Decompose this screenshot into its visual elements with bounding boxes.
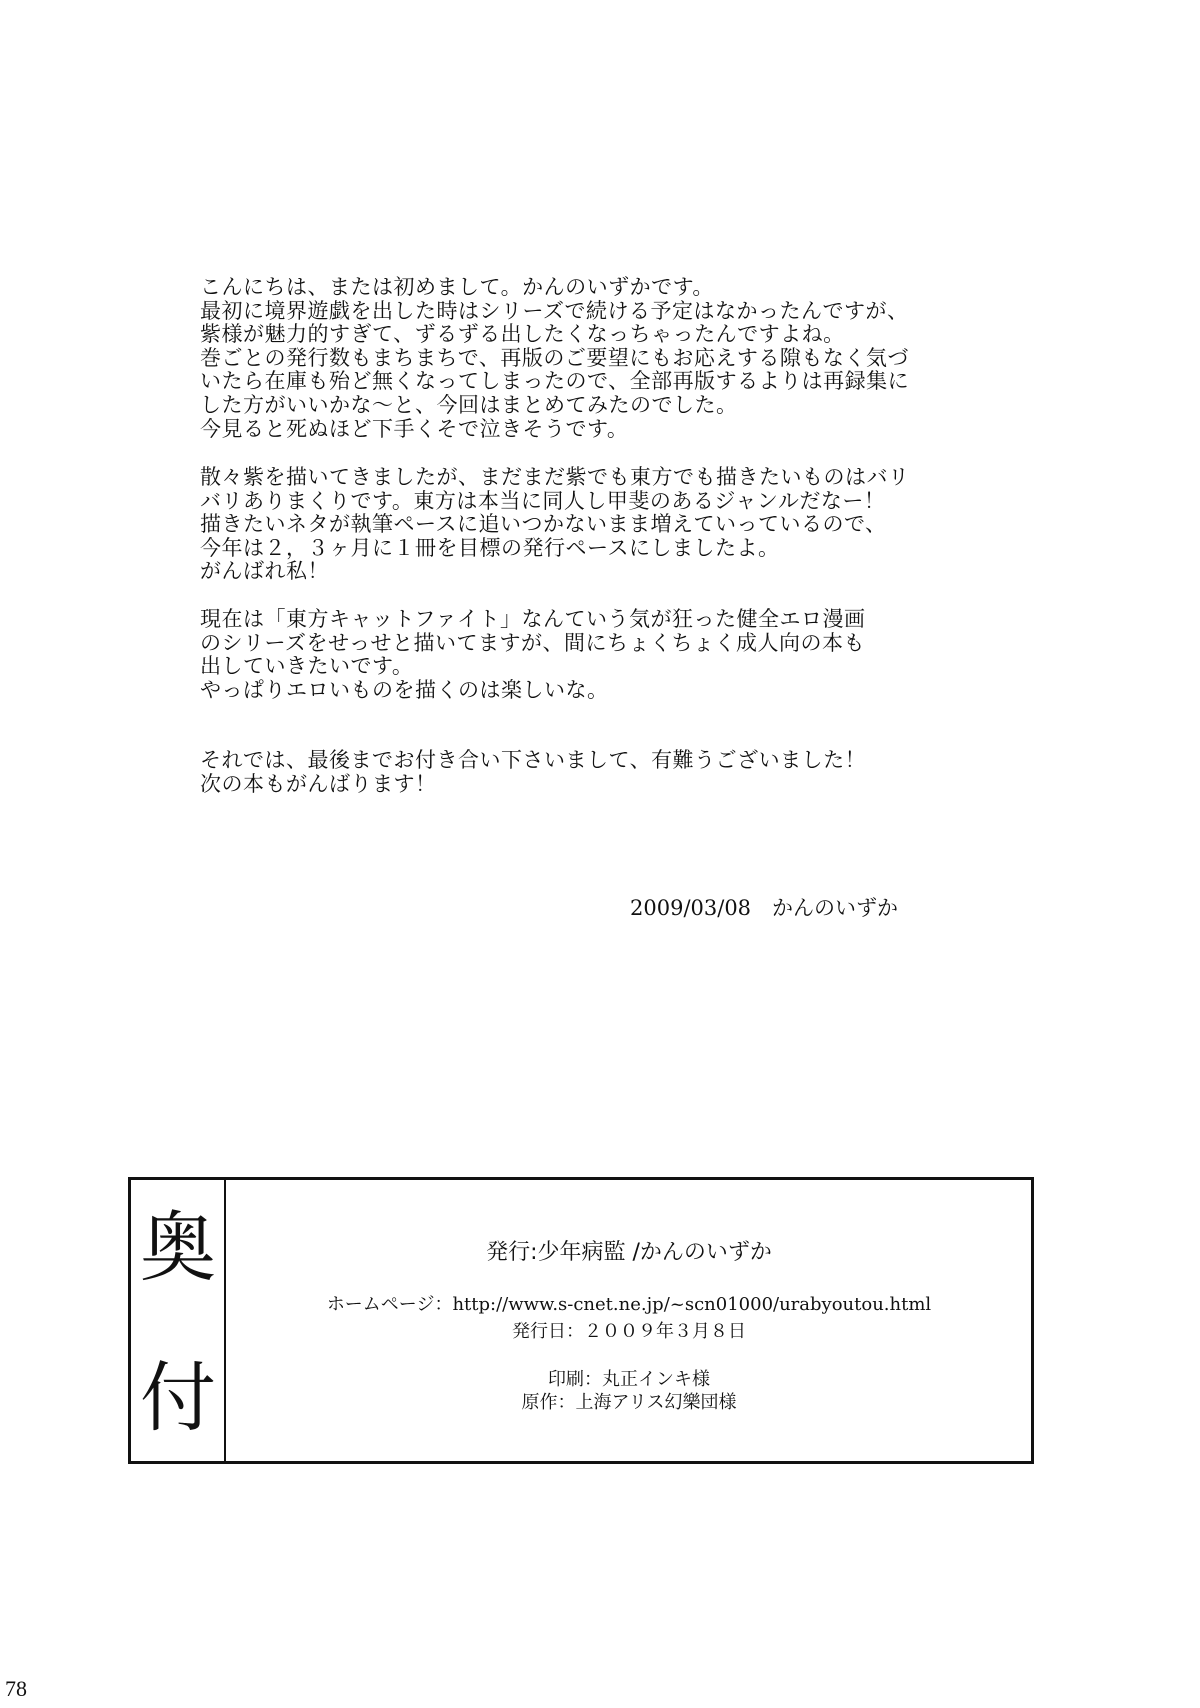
publish-date: 発行日：２００９年３月８日 (512, 1321, 746, 1342)
page-number: 78 (5, 1676, 27, 1701)
publisher: 発行:少年病監 /かんのいずか (486, 1240, 772, 1265)
printer: 印刷：丸正インキ様 (548, 1369, 710, 1390)
afterword-paragraph-4: それでは、最後までお付き合い下さいまして、有難うございました！ 次の本もがんばります！ (200, 748, 867, 796)
colophon-box (128, 1177, 1034, 1464)
signature: 2009/03/08 かんのいずか (630, 896, 899, 920)
colophon-title (131, 1180, 226, 1461)
original-work: 原作：上海アリス幻樂団様 (521, 1392, 737, 1413)
homepage: ホームページ：http://www.s-cnet.ne.jp/~scn01000/urabyoutou.html (326, 1294, 932, 1315)
colophon-title-char-1: 奥 (140, 1203, 216, 1292)
afterword-paragraph-2: 散々紫を描いてきましたが、まだまだ紫でも東方でも描きたいものはバリ バリありまくりです。東方は本当に同人し甲斐のあるジャンルだなー！ 描きたいネタが執筆ペースに追いつかないまま増えていっているので、 今年は２，３ヶ月に１冊を目標の発行ペースにしましたよ。 がんばれ私！ (200, 465, 910, 584)
colophon-title-char-2: 付 (140, 1353, 216, 1442)
afterword-paragraph-1: こんにちは、または初めまして。かんのいずかです。 最初に境界遊戯を出した時はシリーズで続ける予定はなかったんですが、 紫様が魅力的すぎて、ずるずる出したくなっちゃったんですよね。 巻ごとの発行数もまちまちで、再版のご要望にもお応えする隙もなく気づ いたら在庫も殆ど無くなってしまったので、全部再版するよりは再録集に した方がいいかな～と、今回はまとめてみたのでした。 今見ると死ぬほど下手くそで泣きそうです。 (200, 275, 910, 441)
afterword-paragraph-3: 現在は「東方キャットファイト」なんていう気が狂った健全エロ漫画 のシリーズをせっせと描いてますが、間にちょくちょく成人向の本も 出していきたいです。 やっぱりエロいものを描くのは楽しいな。 (200, 607, 866, 702)
